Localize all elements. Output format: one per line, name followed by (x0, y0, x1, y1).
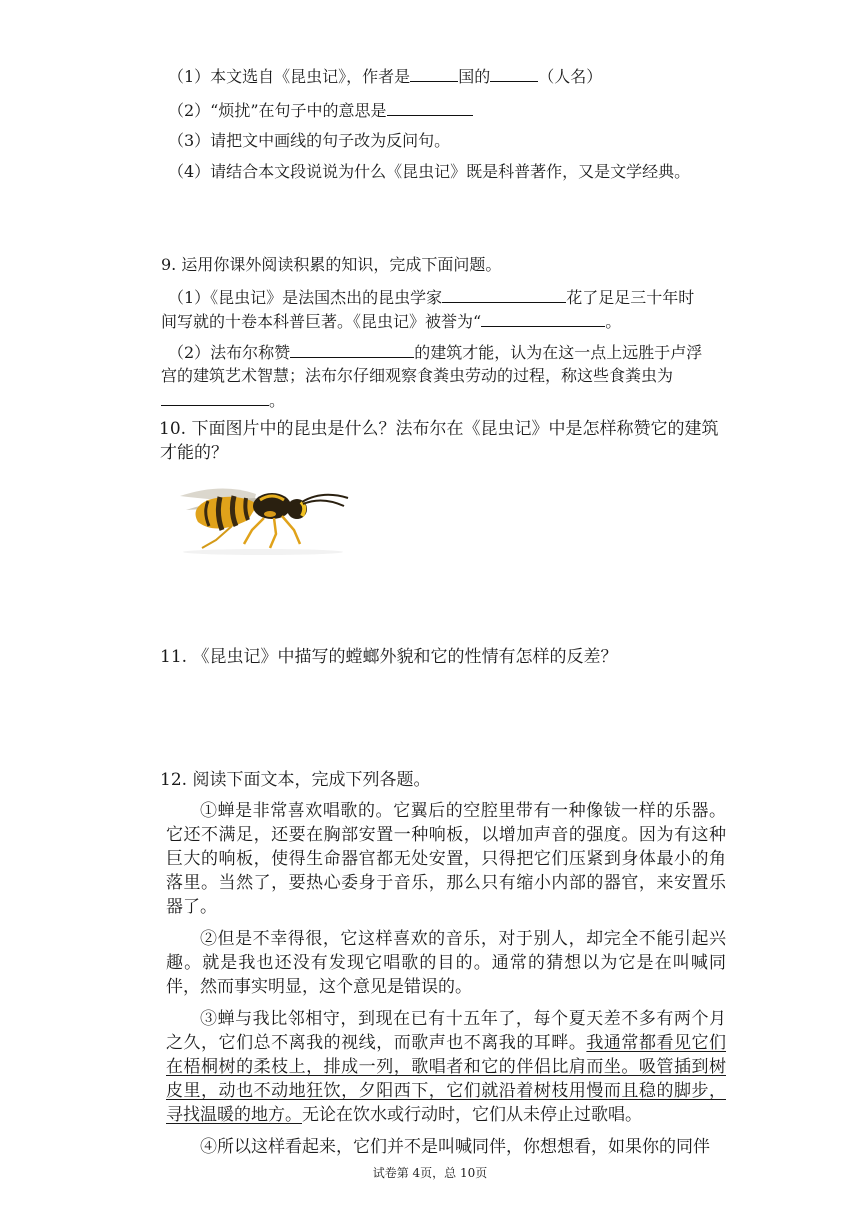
wasp-image (172, 474, 354, 556)
q8-item-4: （4）请结合本文段说说为什么《昆虫记》既是科普著作，又是文学经典。 (168, 162, 691, 181)
q12-paragraph-4: ④所以这样看起来，它们并不是叫喊同伴，你想想看，如果你的同伴 (200, 1137, 710, 1157)
q9-item-2-text-b: 的建筑才能，认为在这一点上远胜于卢浮 (414, 343, 703, 362)
q12-paragraph-2: ②但是不幸得很，它这样喜欢的音乐，对于别人，却完全不能引起兴趣。就是我也还没有发现它唱歌的目的。通常的猜想以为它是在叫喊同伴，然而事实明显，这个意见是错误的。 (166, 929, 726, 997)
q9-item-1-text-d: 。 (605, 312, 622, 331)
q10-line-1: 10. 下面图片中的昆虫是什么？法布尔在《昆虫记》中是怎样称赞它的建筑 (159, 419, 719, 439)
answer-blank[interactable] (410, 66, 458, 82)
answer-blank[interactable] (481, 311, 605, 327)
q9-item-1-text-b: 花了足足三十年时 (566, 288, 695, 307)
q9-item-2-line2: 宫的建筑艺术智慧；法布尔仔细观察食粪虫劳动的过程，称这些食粪虫为 (161, 366, 674, 385)
q11-text: 11. 《昆虫记》中描写的螳螂外貌和它的性情有怎样的反差？ (160, 647, 618, 667)
q8-item-3: （3）请把文中画线的句子改为反问句。 (168, 131, 451, 150)
answer-blank[interactable] (290, 342, 414, 358)
q8-item-2 (168, 100, 473, 121)
answer-blank[interactable] (161, 390, 269, 406)
q8-item-2-text: （2）“烦扰”在句子中的意思是 (168, 101, 387, 120)
q8-item-1-mid: 国的 (458, 67, 491, 86)
answer-blank[interactable] (490, 66, 538, 82)
q12-title: 12. 阅读下面文本，完成下列各题。 (160, 770, 431, 790)
q12-paragraph-3-text-a: ③蝉与我比邻相守，到现在已有十五年了，每个夏天差不多有两个月之久，它们总不离我的视线，而歌声也不离我的耳畔。 (166, 1009, 726, 1053)
q9-item-2-text-d: 。 (269, 391, 286, 410)
q9-item-2-text-a: （2）法布尔称赞 (168, 343, 291, 362)
q12-paragraph-1: ①蝉是非常喜欢唱歌的。它翼后的空腔里带有一种像钹一样的乐器。它还不满足，还要在胸部安置一种响板，以增加声音的强度。因为有这种巨大的响板，使得生命器官都无处安置，只得把它们压紧到身体最小的角落里。当然了，要热心委身于音乐，那么只有缩小内部的器官，来安置乐器了。 (166, 801, 726, 917)
q9-title: 9. 运用你课外阅读积累的知识，完成下面问题。 (161, 255, 502, 274)
q12-paragraph-3 (166, 1007, 726, 1127)
q8-item-1-post: （人名） (538, 67, 603, 86)
answer-blank[interactable] (442, 287, 566, 303)
q12-paragraph-3-text-b: 无论在饮水或行动时，它们从未停止过歌唱。 (302, 1105, 642, 1125)
q9-item-1-text-a: （1）《昆虫记》是法国杰出的昆虫学家 (168, 288, 443, 307)
q10-line-2: 才能的？ (160, 443, 228, 463)
q9-item-1-line2 (161, 311, 621, 332)
wasp-icon (172, 474, 354, 556)
page-footer: 试卷第 4页，总 10页 (372, 1166, 488, 1180)
q8-item-1 (168, 66, 602, 87)
q8-item-1-text: （1）本文选自《昆虫记》，作者是 (168, 67, 411, 86)
q9-item-1-line1 (168, 287, 694, 308)
answer-blank[interactable] (387, 100, 473, 116)
q12-passage (166, 799, 726, 1159)
q9-item-1-text-c: 间写就的十卷本科普巨著。《昆虫记》被誉为“ (161, 312, 482, 331)
q9-item-2-line1 (168, 342, 702, 363)
q9-item-2-line3 (161, 390, 285, 411)
underlined-sentence: 我通常都看见它们在梧桐树的柔枝上，排成一列，歌唱者和它的伴侣比肩而坐。吸管插到树皮里，动也不动地狂饮，夕阳西下，它们就沿着树枝用慢而且稳的脚步，寻找温暖的地方。 (166, 1033, 727, 1125)
